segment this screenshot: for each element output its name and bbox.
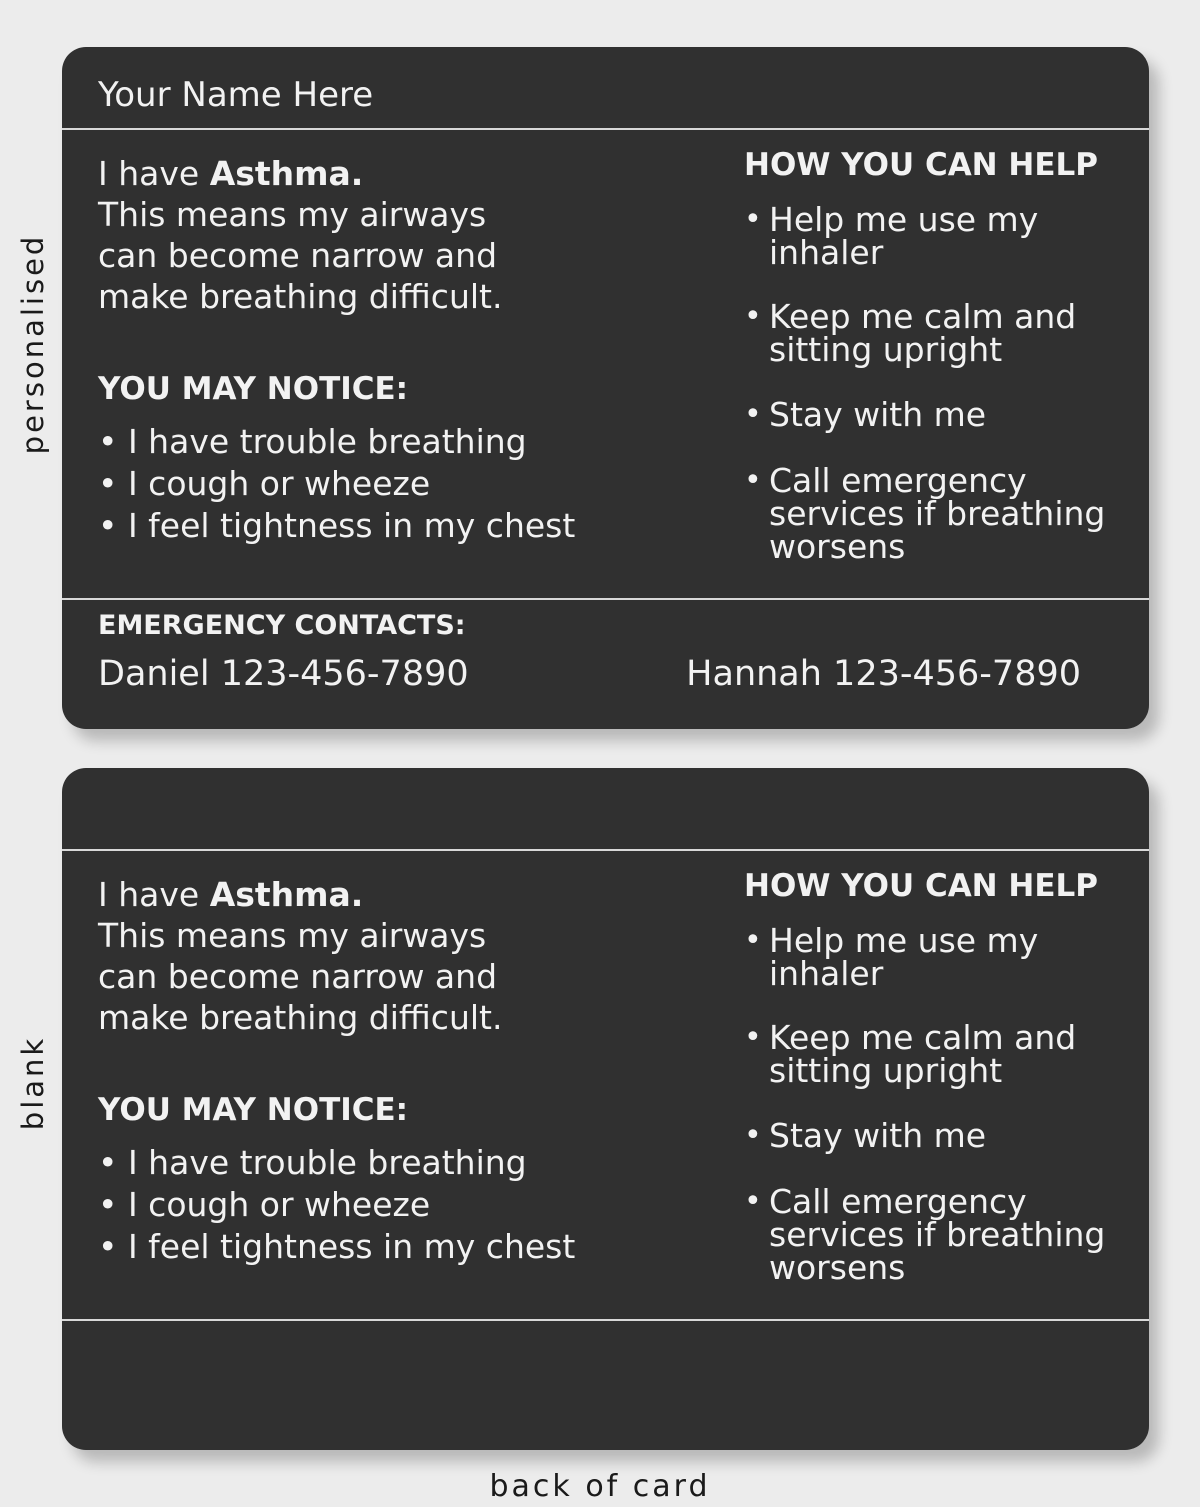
- intro-prefix: I have: [98, 154, 210, 193]
- card-blank: [62, 768, 1149, 1450]
- notice-list: [98, 421, 575, 547]
- card-personalised: [62, 47, 1149, 729]
- help-heading: HOW YOU CAN HELP: [744, 868, 1099, 904]
- divider-top: [62, 849, 1149, 851]
- intro-line: can become narrow and: [98, 957, 498, 996]
- condition-intro: [98, 874, 598, 1038]
- contacts-heading: EMERGENCY CONTACTS:: [98, 610, 466, 641]
- help-item-text: Keep me calm and sitting upright: [769, 1018, 1077, 1090]
- help-item: [744, 1018, 1109, 1090]
- divider-bottom: [62, 1319, 1149, 1321]
- bullet-icon: •: [744, 397, 762, 432]
- cardholder-name: Your Name Here: [98, 75, 374, 115]
- condition-name: Asthma.: [209, 875, 364, 914]
- notice-item: • I feel tightness in my chest: [98, 1227, 576, 1266]
- help-item: [744, 297, 1109, 369]
- notice-item: • I cough or wheeze: [98, 1185, 431, 1224]
- notice-item: • I feel tightness in my chest: [98, 506, 576, 545]
- intro-prefix: I have: [98, 875, 210, 914]
- help-item-text: Help me use my inhaler: [769, 200, 1039, 272]
- intro-line: make breathing difficult.: [98, 998, 503, 1037]
- help-item: [744, 461, 1109, 566]
- bullet-icon: •: [744, 1118, 762, 1153]
- help-item-text: Call emergency services if breathing worsens: [769, 461, 1106, 566]
- help-item: [744, 921, 1109, 993]
- help-item-text: Stay with me: [769, 395, 987, 434]
- intro-line: This means my airways: [98, 916, 487, 955]
- notice-heading: YOU MAY NOTICE:: [98, 1092, 409, 1128]
- divider-bottom: [62, 598, 1149, 600]
- contact-1: Daniel 123-456-7890: [98, 654, 469, 694]
- help-item-text: Keep me calm and sitting upright: [769, 297, 1077, 369]
- bullet-icon: •: [744, 463, 762, 498]
- divider-top: [62, 128, 1149, 130]
- intro-line: make breathing difficult.: [98, 277, 503, 316]
- bullet-icon: •: [744, 299, 762, 334]
- caption: back of card: [489, 1469, 711, 1504]
- label-personalised: personalised: [16, 233, 50, 455]
- intro-line: This means my airways: [98, 195, 487, 234]
- bullet-icon: •: [744, 923, 762, 958]
- label-blank: blank: [16, 1035, 50, 1131]
- help-item-text: Help me use my inhaler: [769, 921, 1039, 993]
- notice-heading: YOU MAY NOTICE:: [98, 371, 409, 407]
- help-item: [744, 395, 1109, 434]
- bullet-icon: •: [744, 1020, 762, 1055]
- bullet-icon: •: [744, 1184, 762, 1219]
- condition-name: Asthma.: [209, 154, 364, 193]
- condition-intro: [98, 153, 598, 317]
- notice-item: • I cough or wheeze: [98, 464, 431, 503]
- notice-list: [98, 1142, 575, 1268]
- help-item-text: Call emergency services if breathing worsens: [769, 1182, 1106, 1287]
- notice-item: • I have trouble breathing: [98, 422, 527, 461]
- contact-2: Hannah 123-456-7890: [686, 654, 1081, 694]
- help-item-text: Stay with me: [769, 1116, 987, 1155]
- help-item: [744, 200, 1109, 272]
- help-heading: HOW YOU CAN HELP: [744, 147, 1099, 183]
- help-item: [744, 1182, 1109, 1287]
- bullet-icon: •: [744, 202, 762, 237]
- notice-item: • I have trouble breathing: [98, 1143, 527, 1182]
- intro-line: can become narrow and: [98, 236, 498, 275]
- help-item: [744, 1116, 1109, 1155]
